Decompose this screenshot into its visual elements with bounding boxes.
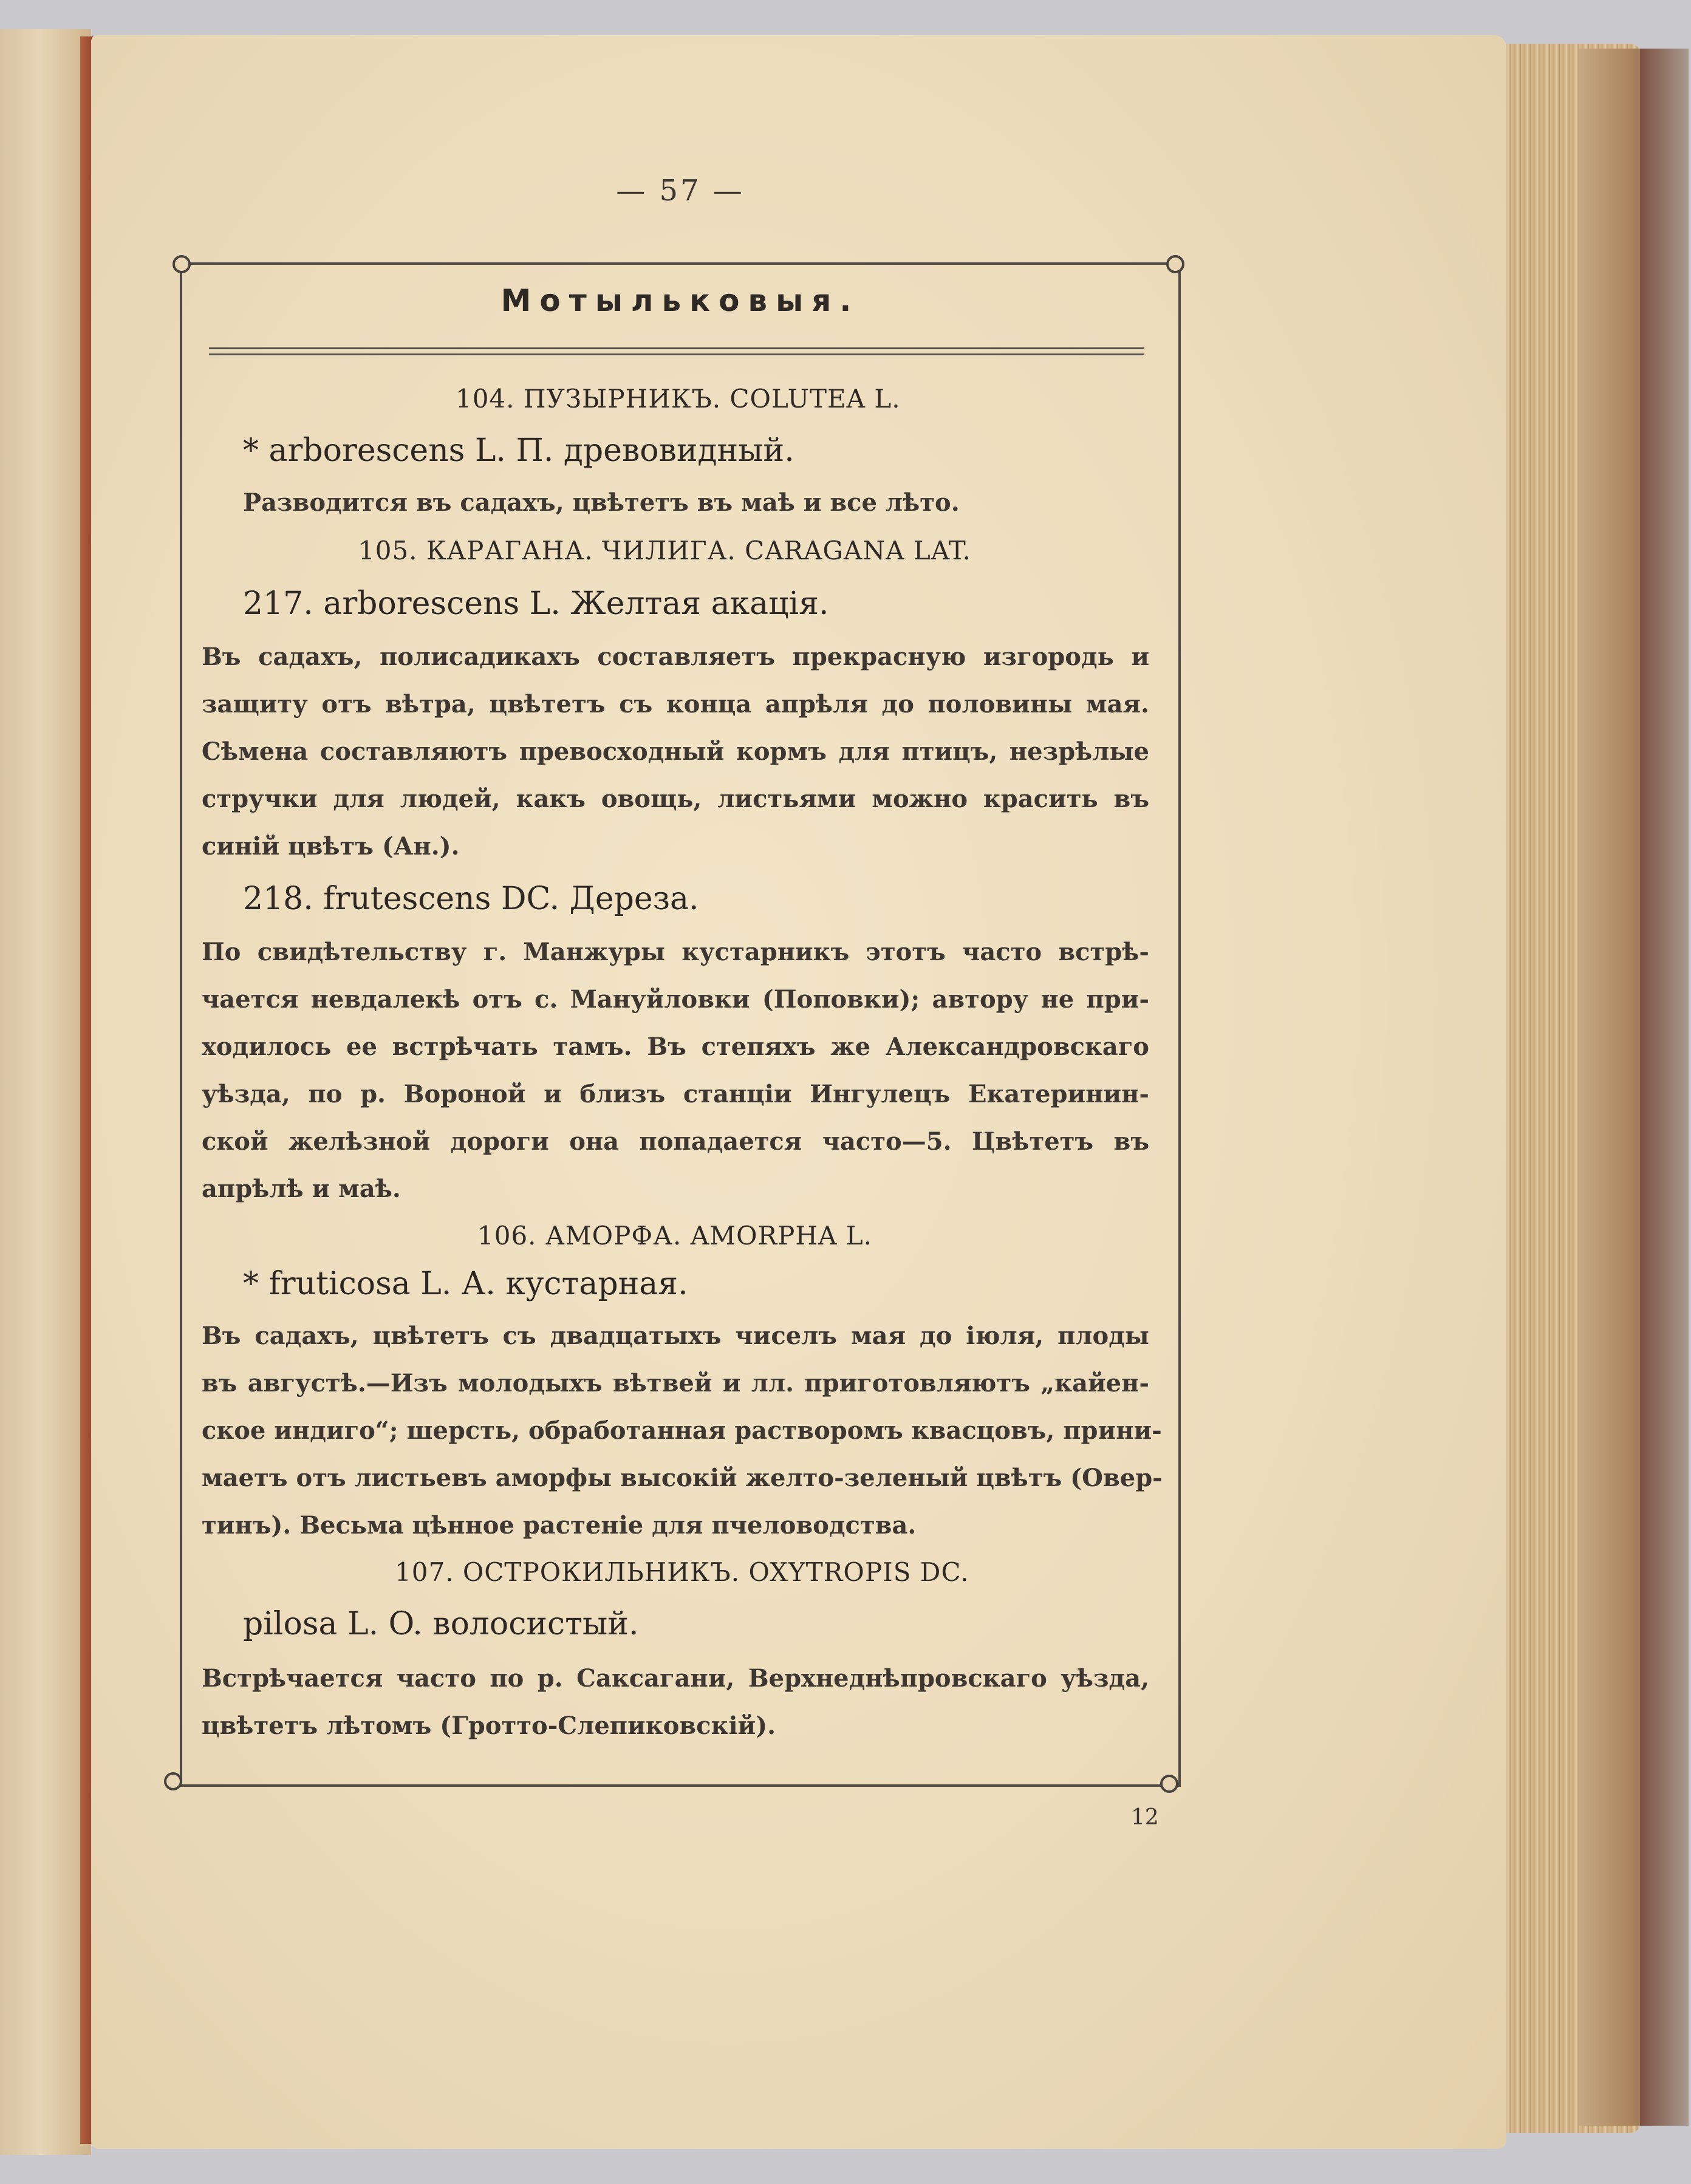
species-heading: pilosa L. O. волосистый. <box>243 1606 639 1642</box>
left-page-edge <box>0 29 91 2155</box>
genus-heading: 107. ОСТРОКИЛЬНИКЪ. OXYTROPIS DC. <box>395 1557 969 1587</box>
title-double-rule <box>209 353 1144 355</box>
entry-text-line: синій цвѣтъ (Ан.). <box>202 832 460 861</box>
page-number: — 57 — <box>616 174 745 208</box>
entry-text-line: въ августѣ.—Изъ молодыхъ вѣтвей и лл. приготовляютъ „кайен- <box>202 1369 1149 1397</box>
section-title: Мотыльковыя. <box>500 283 860 318</box>
entry-text-line: ской желѣзной дороги она попадается часто—5. Цвѣтетъ въ <box>202 1127 1149 1156</box>
frame-corner-ornament <box>1160 1775 1178 1793</box>
entry-text-line: Сѣмена составляютъ превосходный кормъ для птицъ, незрѣлые <box>202 737 1149 766</box>
entry-text-line: Встрѣчается часто по р. Саксагани, Верхнеднѣпровскаго уѣзда, <box>202 1664 1149 1693</box>
entry-text-line: апрѣлѣ и маѣ. <box>202 1175 401 1203</box>
frame-bottom-rule <box>180 1784 1178 1787</box>
genus-heading: 105. КАРАГАНА. ЧИЛИГА. CARAGANA LAT. <box>358 536 971 565</box>
species-heading: * arborescens L. П. древовидный. <box>243 432 794 469</box>
entry-text-line: По свидѣтельству г. Манжуры кустарникъ этотъ часто встрѣ- <box>202 938 1149 966</box>
frame-corner-ornament <box>164 1772 182 1790</box>
species-heading: * fruticosa L. А. кустарная. <box>243 1266 688 1302</box>
title-double-rule <box>209 347 1144 349</box>
entry-text-line: цвѣтетъ лѣтомъ (Гротто-Слепиковскій). <box>202 1711 776 1740</box>
entry-text-line: ходилось ее встрѣчать тамъ. Въ степяхъ же Александровскаго <box>202 1032 1149 1061</box>
entry-text-line: маетъ отъ листьевъ аморфы высокій желто-зеленый цвѣтъ (Овер- <box>202 1464 1163 1492</box>
entry-text-line: чается невдалекѣ отъ с. Мануйловки (Поповки); автору не при- <box>202 985 1149 1014</box>
entry-text-line: стручки для людей, какъ овощь, листьями можно красить въ <box>202 785 1149 813</box>
signature-mark: 12 <box>1131 1805 1159 1830</box>
species-heading: 218. frutescens DC. Дереза. <box>243 881 699 917</box>
genus-heading: 104. ПУЗЫРНИКЪ. COLUTEA L. <box>456 384 901 414</box>
entry-text-line: Разводится въ садахъ, цвѣтетъ въ маѣ и все лѣто. <box>243 488 960 517</box>
frame-corner-ornament <box>1166 255 1184 273</box>
entry-text-line: Въ садахъ, цвѣтетъ съ двадцатыхъ чиселъ мая до іюля, плоды <box>202 1322 1149 1350</box>
genus-heading: 106. АМОРФА. AMORPHA L. <box>477 1221 872 1251</box>
entry-text-line: Въ садахъ, полисадикахъ составляетъ прекрасную изгородь и <box>202 643 1149 671</box>
book-cover-right <box>1640 49 1689 2126</box>
entry-text-line: тинъ). Весьма цѣнное растеніе для пчеловодства. <box>202 1511 917 1540</box>
entry-text-line: ское индиго“; шерсть, обработанная растворомъ квасцовъ, прини- <box>202 1416 1162 1445</box>
entry-text-line: защиту отъ вѣтра, цвѣтетъ съ конца апрѣля до половины мая. <box>202 690 1149 718</box>
species-heading: 217. arborescens L. Желтая акація. <box>243 585 829 622</box>
frame-corner-ornament <box>173 255 191 273</box>
frame-top-rule <box>180 262 1178 265</box>
entry-text-line: уѣзда, по р. Вороной и близъ станціи Ингулецъ Екатеринин- <box>202 1080 1149 1108</box>
